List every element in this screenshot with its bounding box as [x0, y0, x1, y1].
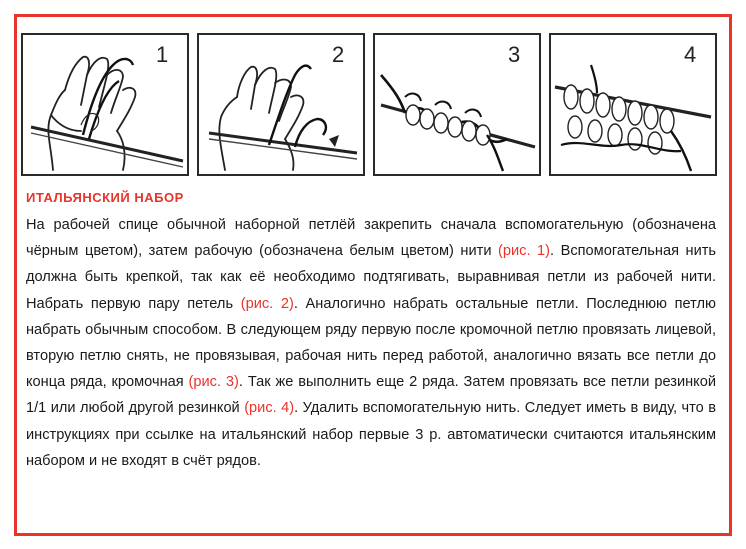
- figure-number-1: 1: [156, 42, 169, 67]
- figure-number-4: 4: [684, 42, 697, 67]
- figure-panel-4: [549, 33, 717, 176]
- knitting-row-on-needle-illustration: [375, 35, 539, 174]
- knitting-rib-loops-illustration: [551, 35, 715, 174]
- figure-reference: (рис. 2): [240, 295, 294, 312]
- figure-number-2: 2: [332, 42, 345, 67]
- knitting-hand-two-threads-illustration: [23, 35, 187, 174]
- instructions-paragraph: [26, 212, 716, 474]
- paragraph-text: . Удалить вспомогательную нить. Следует иметь в виду, что в инструкциях при ссылке на итальянский набор первые 3 р. автоматически считаются итальянским набором и не входят в счёт рядов.: [26, 400, 716, 469]
- instruction-card: [14, 14, 732, 536]
- figure-panel-2: [197, 33, 365, 176]
- figure-number-3: 3: [508, 42, 521, 67]
- paragraph-text: На рабочей спице обычной наборной петлёй закрепить сначала вспомогательную (обозначена чёрным цветом), затем рабочую (обозначена белым цветом) нити: [26, 217, 716, 260]
- figure-reference: (рис. 1): [498, 243, 551, 260]
- figure-panel-1: [21, 33, 189, 176]
- paragraph-text: . Аналогично набрать остальные петли. Последнюю петлю набрать обычным способом. В следующем ряду первую после кромочной петлю провязать лицевой, вторую петлю снять, не провязывая, рабочая нить перед работой, аналогично вязать все петли до конца ряда, кромочная: [26, 295, 716, 391]
- section-title: ИТАЛЬЯНСКИЙ НАБОР: [26, 190, 184, 205]
- paragraph-text: . Вспомогательная нить должна быть крепкой, так как её необходимо подтягивать, выравнивая петли из рабочей нити. Набрать первую пару петель: [26, 243, 717, 312]
- figure-reference: (рис. 3): [188, 374, 239, 391]
- figure-panel-3: [373, 33, 541, 176]
- paragraph-text: . Так же выполнить еще 2 ряда. Затем провязать все петли резинкой 1/1 или любой другой резинкой: [26, 374, 716, 417]
- knitting-hand-first-loop-pair-illustration: [199, 35, 363, 174]
- figure-reference: (рис. 4): [244, 400, 295, 417]
